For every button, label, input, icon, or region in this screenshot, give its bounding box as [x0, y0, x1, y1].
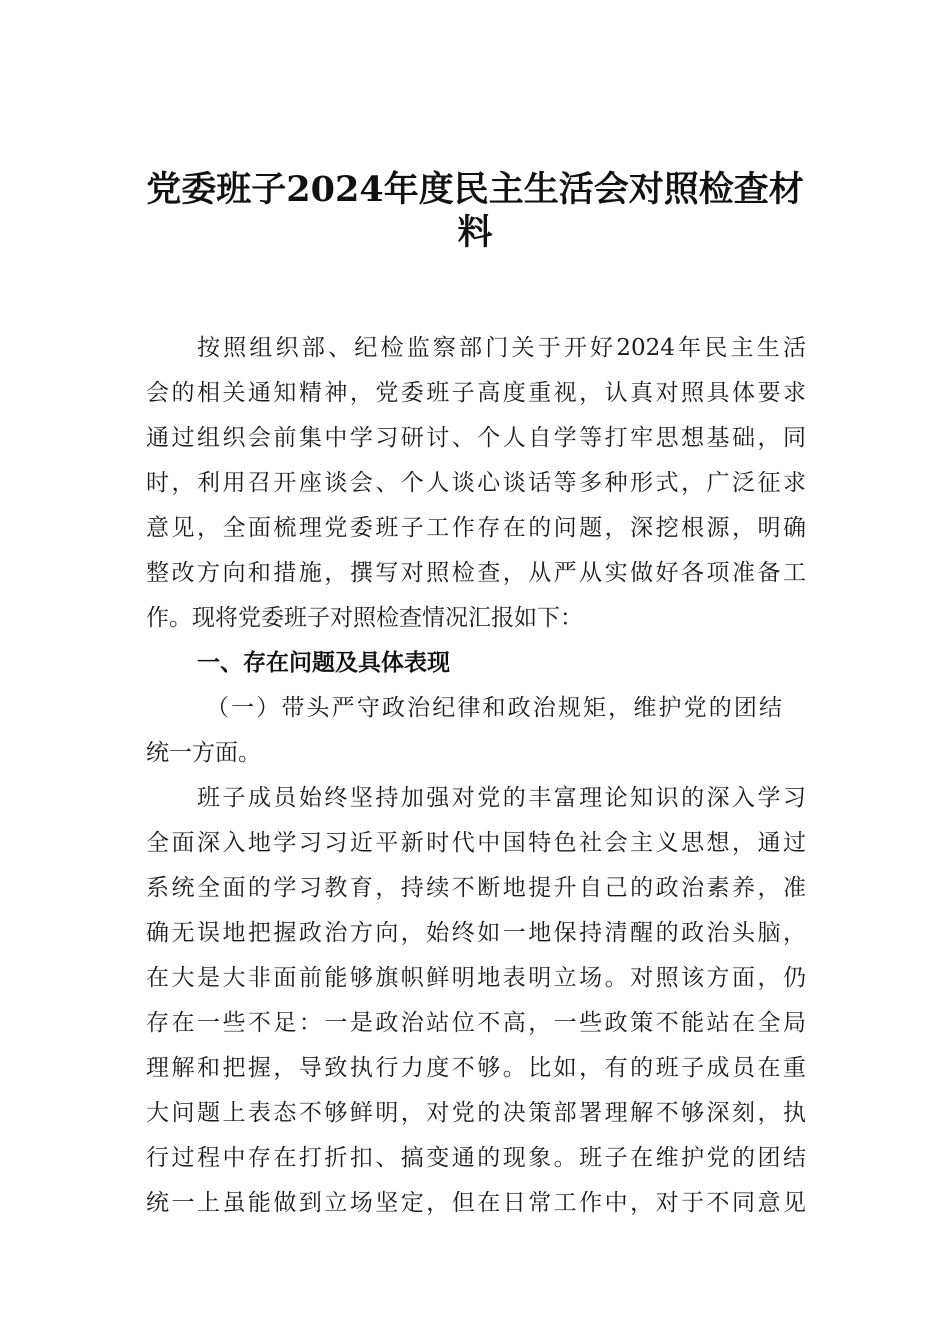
paragraph-2-line-2: 全面深入地学习习近平新时代中国特色社会主义思想，通过 [146, 830, 806, 856]
paragraph-2-line-3: 系统全面的学习教育，持续不断地提升自己的政治素养，准 [146, 875, 806, 901]
subheading-1-line-2: 统一方面。 [146, 740, 261, 766]
paragraph-2-line-1: 班子成员始终坚持加强对党的丰富理论知识的深入学习 [197, 785, 806, 811]
paragraph-2-line-5: 在大是大非面前能够旗帜鲜明地表明立场。对照该方面，仍 [146, 965, 806, 991]
paragraph-1-line-3: 通过组织会前集中学习研讨、个人自学等打牢思想基础，同 [146, 425, 806, 451]
paragraph-2-line-7: 理解和把握，导致执行力度不够。比如，有的班子成员在重 [146, 1055, 806, 1081]
document-title-line-1: 党委班子2024年度民主生活会对照检查材 [146, 169, 804, 210]
paragraph-1-line-6: 整改方向和措施，撰写对照检查，从严从实做好各项准备工 [146, 560, 806, 586]
subheading-1-line-1: （一）带头严守政治纪律和政治规矩，维护党的团结 [206, 695, 782, 721]
paragraph-1-line-5: 意见，全面梳理党委班子工作存在的问题，深挖根源，明确 [146, 515, 806, 541]
paragraph-2-line-9: 行过程中存在打折扣、搞变通的现象。班子在维护党的团结 [146, 1145, 806, 1171]
paragraph-1-line-2: 会的相关通知精神，党委班子高度重视，认真对照具体要求 [146, 380, 806, 406]
paragraph-1-line-7: 作。现将党委班子对照检查情况汇报如下： [146, 605, 583, 631]
paragraph-1-line-1: 按照组织部、纪检监察部门关于开好2024年民主生活 [197, 335, 806, 361]
paragraph-2-line-8: 大问题上表态不够鲜明，对党的决策部署理解不够深刻，执 [146, 1100, 806, 1126]
document-title-line-2: 料 [457, 212, 493, 253]
section-heading-1: 一、存在问题及具体表现 [197, 650, 450, 676]
paragraph-2-line-10: 统一上虽能做到立场坚定，但在日常工作中，对于不同意见 [146, 1190, 806, 1216]
paragraph-1-line-4: 时，利用召开座谈会、个人谈心谈话等多种形式，广泛征求 [146, 470, 806, 496]
paragraph-2-line-4: 确无误地把握政治方向，始终如一地保持清醒的政治头脑， [146, 920, 806, 946]
paragraph-2-line-6: 存在一些不足：一是政治站位不高，一些政策不能站在全局 [146, 1010, 806, 1036]
